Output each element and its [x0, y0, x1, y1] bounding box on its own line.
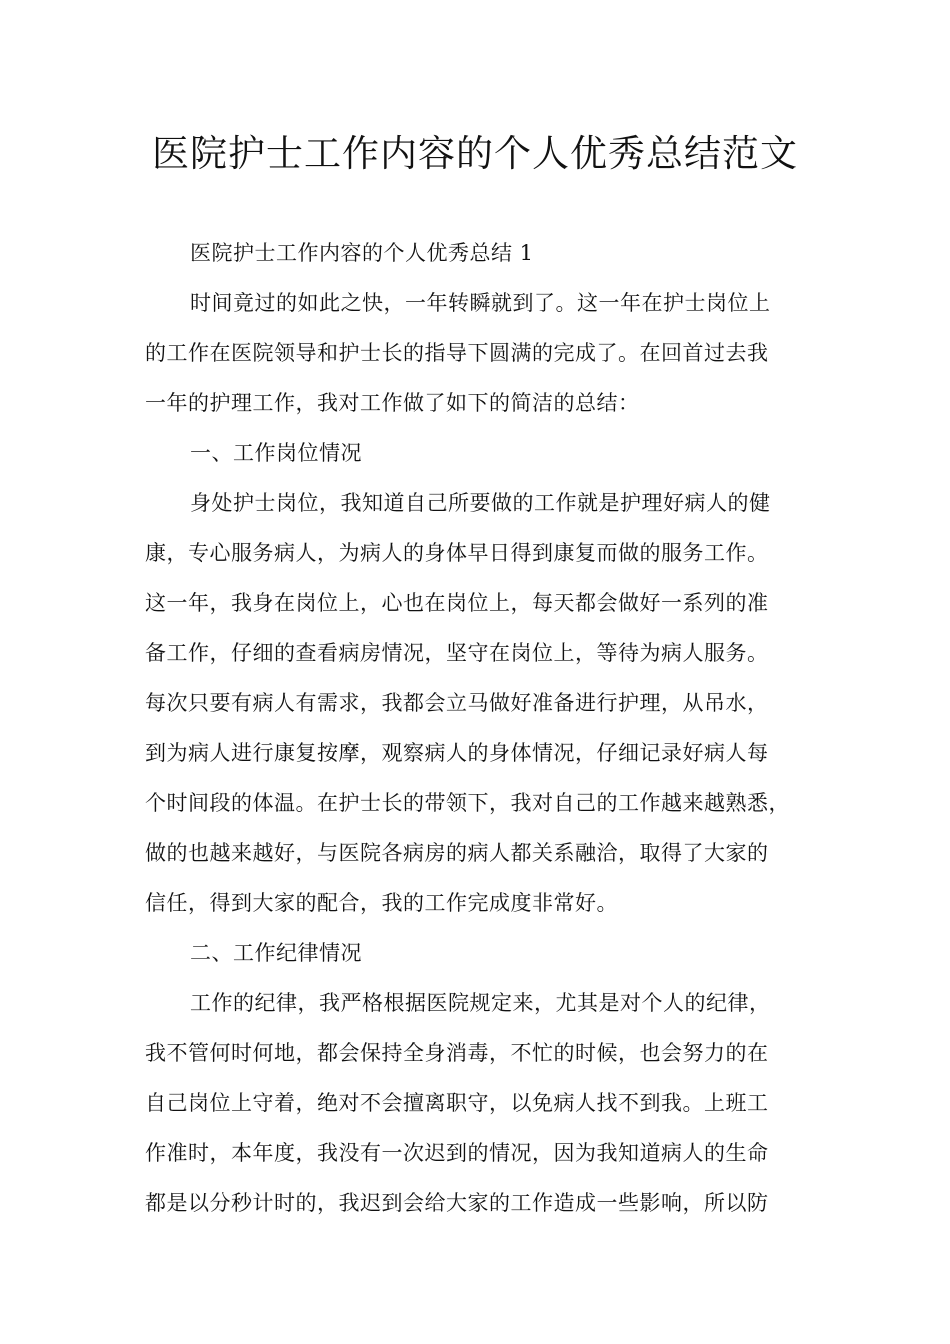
- paragraph-line: 这一年，我身在岗位上，心也在岗位上，每天都会做好一系列的准: [145, 591, 769, 615]
- section-heading: 二、工作纪律情况: [190, 941, 362, 965]
- paragraph-line: 工作的纪律，我严格根据医院规定来，尤其是对个人的纪律，: [190, 991, 771, 1015]
- document-body: [145, 228, 805, 1228]
- document-title: 医院护士工作内容的个人优秀总结范文: [152, 132, 798, 175]
- paragraph-line: 我不管何时何地，都会保持全身消毒，不忙的时候，也会努力的在: [145, 1041, 769, 1065]
- paragraph-line: 作准时，本年度，我没有一次迟到的情况，因为我知道病人的生命: [145, 1141, 769, 1165]
- paragraph-line: 每次只要有病人有需求，我都会立马做好准备进行护理，从吊水，: [145, 691, 769, 715]
- section-heading: 一、工作岗位情况: [190, 441, 362, 465]
- paragraph-line: 一年的护理工作，我对工作做了如下的简洁的总结：: [145, 391, 640, 415]
- paragraph-line: 到为病人进行康复按摩，观察病人的身体情况，仔细记录好病人每: [145, 741, 769, 765]
- paragraph-line: 个时间段的体温。在护士长的带领下，我对自己的工作越来越熟悉，: [145, 791, 790, 815]
- section-heading: 医院护士工作内容的个人优秀总结 1: [190, 241, 534, 265]
- paragraph-line: 自己岗位上守着，绝对不会擅离职守，以免病人找不到我。上班工: [145, 1091, 769, 1115]
- paragraph-line: 身处护士岗位，我知道自己所要做的工作就是护理好病人的健: [190, 491, 771, 515]
- paragraph-line: 都是以分秒计时的，我迟到会给大家的工作造成一些影响，所以防: [145, 1191, 769, 1215]
- paragraph-line: 备工作，仔细的查看病房情况，坚守在岗位上，等待为病人服务。: [145, 641, 769, 665]
- paragraph-line: 时间竟过的如此之快，一年转瞬就到了。这一年在护士岗位上: [190, 291, 771, 315]
- paragraph-line: 的工作在医院领导和护士长的指导下圆满的完成了。在回首过去我: [145, 341, 769, 365]
- paragraph-line: 康，专心服务病人，为病人的身体早日得到康复而做的服务工作。: [145, 541, 769, 565]
- paragraph-line: 做的也越来越好，与医院各病房的病人都关系融洽，取得了大家的: [145, 841, 769, 865]
- paragraph-line: 信任，得到大家的配合，我的工作完成度非常好。: [145, 891, 618, 915]
